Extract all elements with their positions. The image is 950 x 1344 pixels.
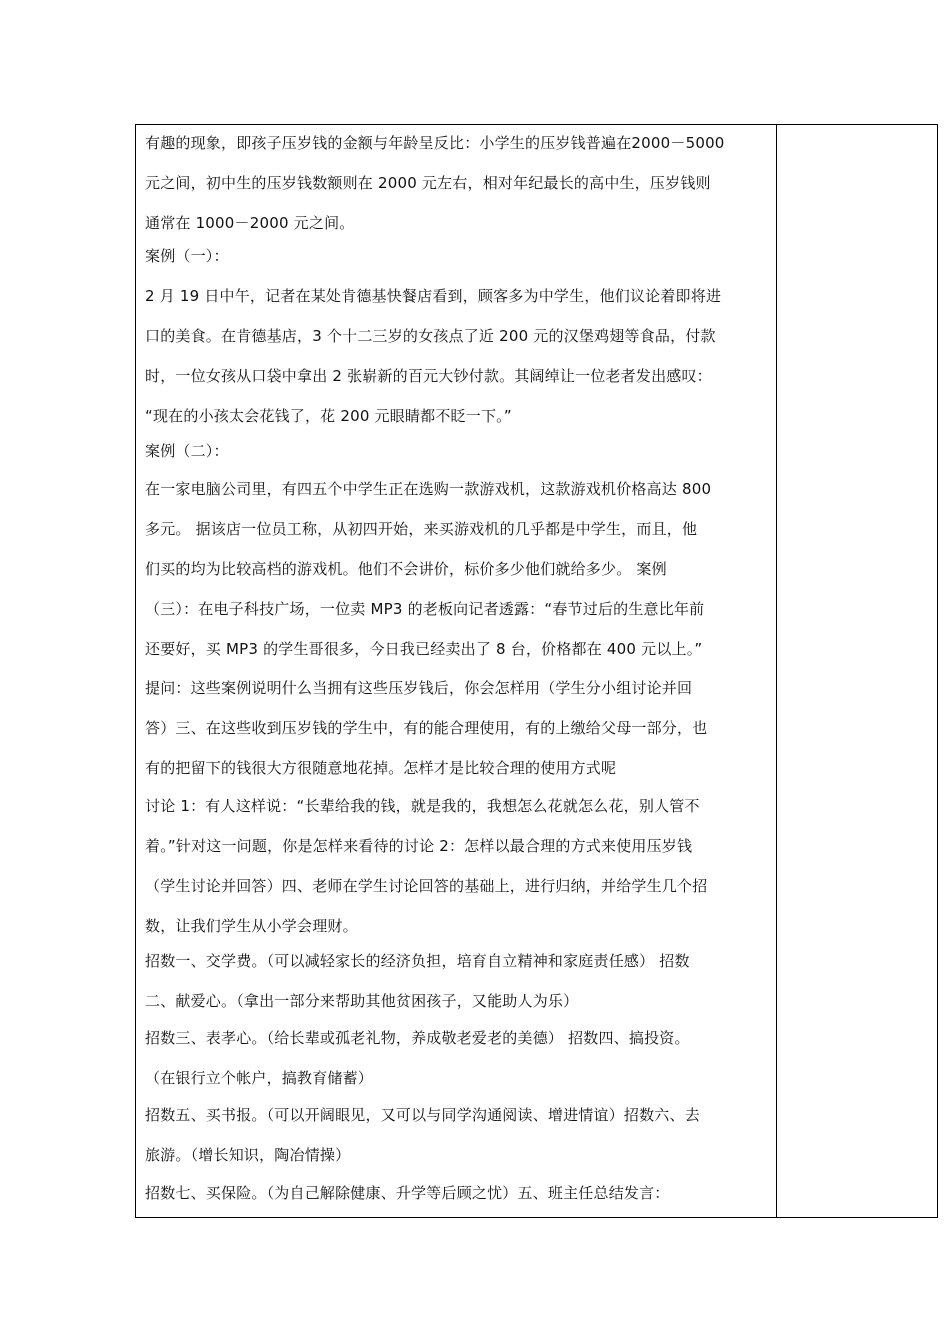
text-line: “现在的小孩太会花钱了，花 200 元眼睛都不眨一下。”	[145, 407, 512, 425]
text-line: 2 月 19 日中午，记者在某处肯德基快餐店看到，顾客多为中学生，他们议论着即将进	[145, 287, 722, 305]
text-line: 二、献爱心。（拿出一部分来帮助其他贫困孩子，又能助人为乐）	[145, 992, 579, 1010]
text-line: 有趣的现象，即孩子压岁钱的金额与年龄呈反比：小学生的压岁钱普遍在2000－5000	[145, 134, 725, 152]
text-line: 案例（二）：	[145, 442, 229, 460]
text-line: 招数三、表孝心。（给长辈或孤老礼物，养成敬老爱老的美德） 招数四、搞投资。	[145, 1029, 690, 1047]
text-line: 数，让我们学生从小学会理财。	[145, 917, 358, 935]
text-line: （三）：在电子科技广场，一位卖 MP3 的老板向记者透露：“春节过后的生意比年前	[145, 600, 705, 618]
table-column-divider	[776, 124, 777, 1218]
text-line: 时，一位女孩从口袋中拿出 2 张崭新的百元大钞付款。其阔绰让一位老者发出感叹：	[145, 367, 712, 385]
text-line: 提问：这些案例说明什么当拥有这些压岁钱后，你会怎样用（学生分小组讨论并回	[145, 679, 693, 697]
text-line: 元之间，初中生的压岁钱数额则在 2000 元左右，相对年纪最长的高中生，压岁钱则	[145, 174, 711, 192]
text-line: 在一家电脑公司里，有四五个中学生正在选购一款游戏机，这款游戏机价格高达 800	[145, 480, 712, 498]
text-line: 招数七、买保险。（为自己解除健康、升学等后顾之忧）五、班主任总结发言：	[145, 1184, 670, 1202]
text-line: 案例（一）：	[145, 247, 229, 265]
text-line: （在银行立个帐户，搞教育储蓄）	[145, 1069, 374, 1087]
text-line: （学生讨论并回答）四、老师在学生讨论回答的基础上，进行归纳，并给学生几个招	[145, 877, 708, 895]
text-line: 通常在 1000－2000 元之间。	[145, 214, 355, 232]
table-right-border	[937, 124, 938, 1218]
text-line: 答）三、在这些收到压岁钱的学生中，有的能合理使用，有的上缴给父母一部分，也	[145, 719, 708, 737]
text-line: 讨论 1：有人这样说：“长辈给我的钱，就是我的，我想怎么花就怎么花，别人管不	[145, 797, 700, 815]
text-line: 还要好，买 MP3 的学生哥很多，今日我已经卖出了 8 台，价格都在 400 元以上。”	[145, 640, 703, 658]
table-top-border	[135, 124, 938, 125]
text-line: 旅游。（增长知识，陶冶情操）	[145, 1146, 351, 1164]
text-line: 多元。 据该店一位员工称，从初四开始，来买游戏机的几乎都是中学生，而且，他	[145, 520, 698, 538]
text-line: 着。”针对这一问题，你是怎样来看待的讨论 2：怎样以最合理的方式来使用压岁钱	[145, 837, 693, 855]
text-line: 招数五、买书报。（可以开阔眼见，又可以与同学沟通阅读、增进情谊）招数六、去	[145, 1106, 700, 1124]
text-line: 口的美食。在肯德基店，3 个十二三岁的女孩点了近 200 元的汉堡鸡翅等食品，付款	[145, 327, 716, 345]
text-line: 招数一、交学费。（可以减轻家长的经济负担，培育自立精神和家庭责任感） 招数	[145, 952, 690, 970]
text-line: 们买的均为比较高档的游戏机。他们不会讲价，标价多少他们就给多少。 案例	[145, 560, 667, 578]
text-line: 有的把留下的钱很大方很随意地花掉。怎样才是比较合理的使用方式呢	[145, 759, 617, 777]
